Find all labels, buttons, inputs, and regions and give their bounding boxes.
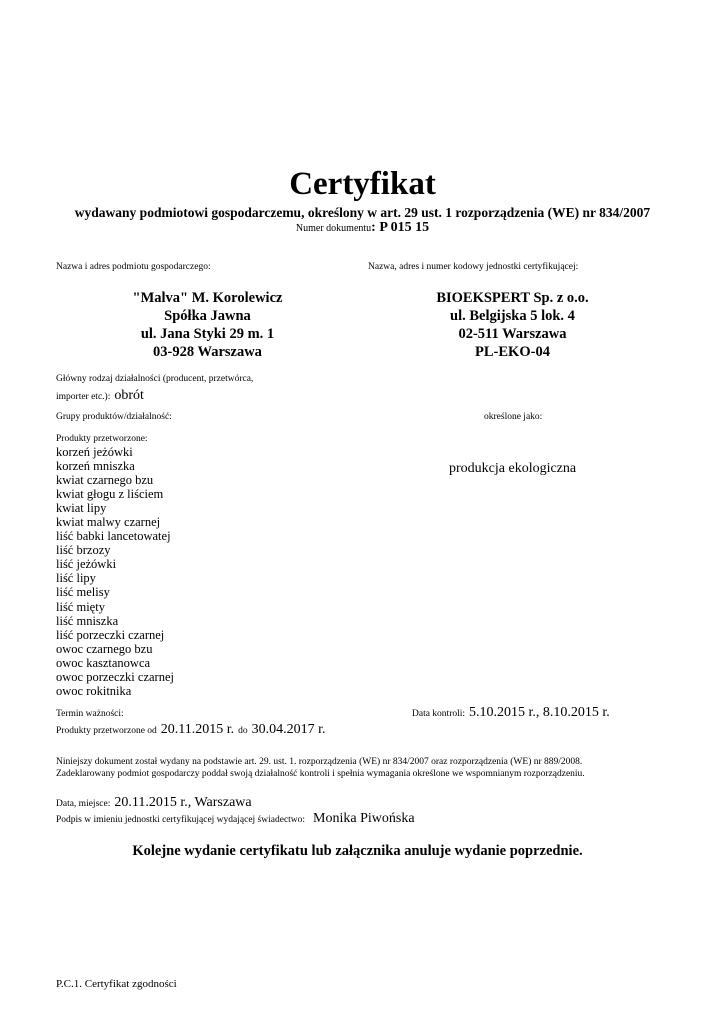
inspection-row — [412, 703, 610, 721]
list-item: liść jeżówki — [56, 557, 117, 572]
validity-label: Termin ważności: — [56, 709, 124, 719]
document-number: Numer dokumentu: P 015 15 — [295, 220, 430, 235]
inspection-label: Data kontroli: — [412, 709, 466, 719]
list-item: liść mięty — [56, 599, 105, 614]
operator-label: Nazwa i adres podmiotu gospodarczego: — [56, 262, 211, 272]
processed-products-label: Produkty przetworzone: — [56, 434, 148, 444]
validity-from: 20.11.2015 r. — [160, 722, 235, 737]
certification-body-address — [380, 289, 645, 361]
certificate-title: Certyfikat — [289, 166, 436, 202]
list-item: kwiat głogu z liściem — [56, 487, 164, 502]
list-item: liść mniszka — [56, 613, 119, 628]
activity-row — [56, 386, 144, 404]
certification-body-label: Nazwa, adres i numer kodowy jednostki certyfikującej: — [368, 262, 579, 272]
body-street: ul. Belgijska 5 lok. 4 — [450, 308, 575, 324]
signature-label: Podpis w imieniu jednostki certyfikującej wydającej świadectwo: — [56, 815, 306, 825]
body-code: PL-EKO-04 — [475, 344, 550, 360]
list-item: owoc kasztanowca — [56, 655, 151, 670]
processed-products-list — [56, 445, 174, 698]
activity-value: obrót — [114, 388, 144, 403]
list-item: owoc porzeczki czarnej — [56, 669, 174, 684]
list-item: korzeń mniszka — [56, 459, 135, 474]
document-number-label: Numer dokumentu — [295, 223, 372, 234]
list-item: liść porzeczki czarnej — [56, 627, 165, 642]
issue-date-label: Data, miejsce: — [56, 799, 111, 809]
validity-to-label: do — [238, 726, 248, 736]
operator-name: "Malva" M. Korolewicz — [132, 290, 283, 306]
legal-notice-line1: Niniejszy dokument został wydany na podstawie art. 29. ust. 1. rozporządzenia (WE) nr 834/2007 oraz rozporządzenia (WE) nr 889/2008. — [56, 757, 583, 767]
groups-label: Grupy produktów/działalność: — [56, 412, 172, 422]
validity-row — [56, 720, 326, 738]
defined-as-value: produkcja ekologiczna — [449, 461, 577, 476]
list-item: kwiat czarnego bzu — [56, 473, 154, 488]
legal-notice — [56, 757, 676, 780]
list-item: kwiat malwy czarnej — [56, 515, 161, 530]
list-item: liść brzozy — [56, 543, 111, 558]
defined-as-label: określone jako: — [484, 412, 543, 422]
list-item: owoc rokitnika — [56, 683, 132, 698]
operator-form: Spółka Jawna — [164, 308, 251, 324]
signature-value: Monika Piwońska — [313, 811, 415, 826]
list-item: owoc czarnego bzu — [56, 641, 153, 656]
body-city: 02-511 Warszawa — [458, 326, 567, 342]
inspection-value: 5.10.2015 r., 8.10.2015 r. — [469, 705, 610, 720]
list-item: korzeń jeżówki — [56, 445, 133, 459]
operator-city: 03-928 Warszawa — [153, 344, 262, 360]
document-number-value: P 015 15 — [379, 220, 430, 235]
list-item: liść babki lancetowatej — [56, 529, 171, 544]
operator-street: ul. Jana Styki 29 m. 1 — [140, 326, 275, 342]
certificate-subtitle: wydawany podmiotowi gospodarczemu, określony w art. 29 ust. 1 rozporządzenia (WE) nr 834/2007 — [74, 205, 651, 220]
list-item: liść lipy — [56, 571, 96, 586]
body-name: BIOEKSPERT Sp. z o.o. — [436, 290, 589, 306]
form-code: P.C.1. Certyfikat zgodności — [56, 978, 177, 990]
legal-notice-line2: Zadeklarowany podmiot gospodarczy poddał swoją działalność kontroli i spełnia wymagania określone we wspomnianym rozporządzeniu. — [56, 768, 585, 779]
issue-date-value: 20.11.2015 r., Warszawa — [114, 795, 252, 810]
list-item: kwiat lipy — [56, 501, 107, 516]
reissue-note: Kolejne wydanie certyfikatu lub załącznika anuluje wydanie poprzednie. — [132, 843, 583, 859]
list-item: liść melisy — [56, 585, 110, 600]
activity-label-line1: Główny rodzaj działalności (producent, przetwórca, — [56, 374, 254, 384]
signature-row — [56, 809, 415, 827]
validity-products-label: Produkty przetworzone od — [56, 726, 157, 736]
activity-label-line2: importer etc.): — [56, 392, 111, 402]
validity-to: 30.04.2017 r. — [251, 722, 326, 737]
operator-address — [80, 289, 335, 361]
